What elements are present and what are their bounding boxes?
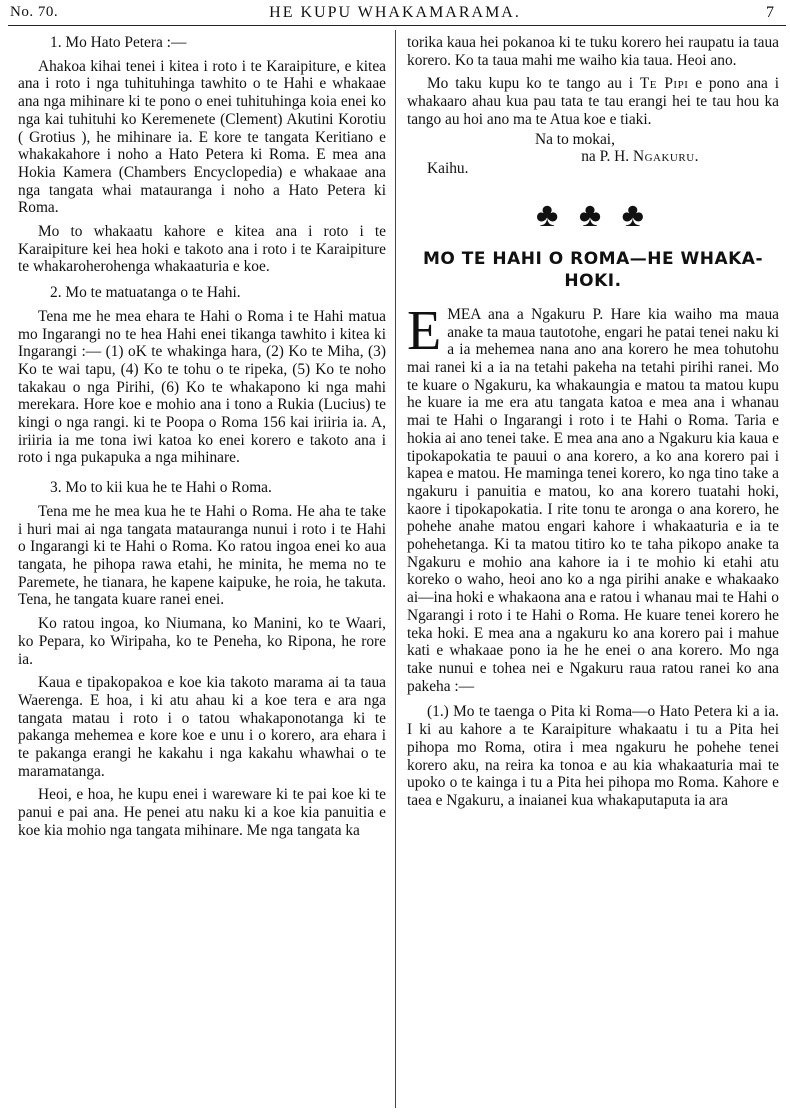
paragraph: Kaua e tipakopakoa e koe kia takoto marama ai ta taua Waerenga. E hoa, i ki atu ahau ki a koe tera e ara nga tangata matau i roto i o tatou whakaponotanga ki te pakanga mehemea e kore koe e unu i o korero, ara ehara i te pakanga erangi he kakahu i nga kakahu whawhai o te maramatanga. (18, 674, 386, 780)
paragraph: Tena me he mea kua he te Hahi o Roma. He aha te take i huri mai ai nga tangata matauranga nunui i roto i te Hahi o Ingarangi ki te Hahi o Roma. Ko ratou ingoa enei ko aua tangata, he pihopa rawa etahi, he minita, he mema no te Paremete, he tianara, he kapene kaipuke, he roia, he takuta. Tena, he tangata kuare ranei enei. (18, 502, 386, 609)
paragraph: (1.) Mo te taenga o Pita ki Roma—o Hato Petera ki a ia. I ki au kahore a te Karaipiture whakaatu i tu a Pita hei pihopa mo Roma, otira i mea ngakuru he pohehe tenei korero aku, na reira ka tonoa e au kia whakaaturia mai te upoko o te kainga i tu a Pita hei pihopa mo Roma. Kahore e taea e Ngakuru, a inaianei kua whakaputaputa ia ara (407, 703, 779, 809)
article-heading: MO TE HAHI O ROMA—HE WHAKA- HOKI. (422, 248, 764, 291)
signature-place: Kaihu. (427, 160, 469, 178)
page-header (0, 0, 790, 26)
header-rule (8, 25, 786, 26)
paragraph: Tena me he mea ehara te Hahi o Roma i te Hahi matua mo Ingarangi no te hea Hahi enei tikanga tawhito i kitea ki Ingarangi :— (1) oK te whakinga hara, (2) Ko te Miha, (3) Ko te wai tapu, (4) Ko te tohu o te ripeka, (5) Ko te noho takakau o nga Pirihi, (6) Ko te whakapono ki nga mahi merekara. Hore koe e mohio ana i tono a Rukia (Lucius) te kingi o nga rangi. ki te Poopa o Roma 156 kai iriiria ia. A, iriiria ia me tona iwi katoa ko enei korero e takoto ana i roto i nga pukapuka a nga mihinare. (18, 307, 386, 467)
clubs-ornament: ♣ ♣ ♣ (536, 196, 650, 234)
newspaper-name: Te Pipi (639, 75, 689, 93)
paragraph: torika kaua hei pokanoa ki te tuku korero hei raupatu ia taua korero. Ko ta taua mahi me waiho kia taua. Heoi ano. (407, 34, 779, 69)
left-column (18, 34, 386, 840)
column-divider (395, 30, 396, 1108)
paragraph: Ko ratou ingoa, ko Niumana, ko Manini, ko te Waari, ko Pepara, ko Wiripaha, ko te Peneha, ko Ripona, he rore ia. (18, 615, 386, 668)
paragraph: Mo taku kupu ko te tango au i Te Pipi e pono ana i whakaaro ahau kua pau tata te tau erangi hei te tau hou ka tango au hoi ano ma te Atua koe e tiaki. (407, 75, 779, 128)
signature-name: na P. H. Ngakuru. (581, 148, 699, 166)
right-column (407, 34, 779, 810)
signature-block (407, 131, 779, 178)
paragraph: Heoi, e hoa, he kupu enei i wareware ki te pai koe ki te panui e pai ana. He penei atu naku ki a koe kia panuitia e koe kia mohio nga tangata mihinare. Me nga tangata ka (18, 786, 386, 839)
paragraph: EMEA ana a Ngakuru P. Hare kia waiho ma maua anake ta maua tautotohe, engari he patai tenei naku ki a ia mehemea nana ano ana korero he mea tohutohu mai ranei ki a ia na tetahi pakeha na tetahi pirihi ranei. Mo te kuare o Ngakuru, ka whakaungia e matou ta matou kupu he kuare ia me era atu tangata katoa e mea ana i whanau mai te Hahi o Ingarangi i roto i te Hahi o Roma. Taria e hokia ai ano tenei take. E mea ana ano a Ngakuru kia kaua e tipokapokatia te pauui o ana korero, a ko ana korero pai i kapea e matou. He maminga tenei korero, ko nga tino take a ngakuru i panuitia e matou, ko ana korero tuatahi hoki, kaore i tipokapokatia. I rite tonu te aronga o ana korero, he pohehe anahe matou engari kahore i whakaaturia e ia te pohehetanga. Ki ta matou titiro ko te taha pikopo anake ta Ngakuru e mohio ana kahore ia i te mohio ki etahi atu koreko o waho, heoi ano ko a nga pirihi anake e whakaako ai—ina hoki e whakaona ana e ratou i whanau mai te Hahi o Ngarangi i roto i te Hahi o Roma. He kuare tenei korero he teka hoki. E mea ana a ngakuru ko ana korero pai i mahue kati e whakaae pono ia he he enei o ana korero. Mo nga take nunui e tohea nei e Ngakuru raua ratou ranei ko ana pakeha :— (407, 299, 779, 695)
section-2-heading: 2. Mo te matuatanga o te Hahi. (50, 284, 241, 302)
section-3-heading: 3. Mo to kii kua he te Hahi o Roma. (50, 479, 272, 497)
paragraph: Ahakoa kihai tenei i kitea i roto i te Karaipiture, e kitea ana i roto i nga tuhituhinga tawhito o te Hahi e whakaae ana nga mihinare ki te pono o enei tuhituhinga koia enei ko nga kai tuhituhi ko Keremenete (Clement) Akutini Korotiu ( Grotius ), he mihinare ia. E kore te tangata Keritiano e whakakahore i noho a Hato Petera ki Roma. E mea ana Hokia Kamera (Chambers Encyclopedia) e whakaae ana nga tangata whai matauranga i noho a Hato Petera ki Roma. (18, 57, 386, 217)
section-1-heading: 1. Mo Hato Petera :— (50, 34, 187, 51)
drop-cap: E (407, 299, 442, 362)
issue-number: No. 70. (10, 4, 59, 20)
paragraph: Mo to whakaatu kahore e kitea ana i roto i te Karaipiture kei hea hoki e takoto ana i roto i te Karaipiture te whakaroherohenga whakaaturia e koe. (18, 223, 386, 276)
page-number: 7 (766, 4, 774, 21)
running-title: HE KUPU WHAKAMARAMA. (269, 4, 521, 21)
signature-line: Na to mokai, (535, 130, 615, 148)
